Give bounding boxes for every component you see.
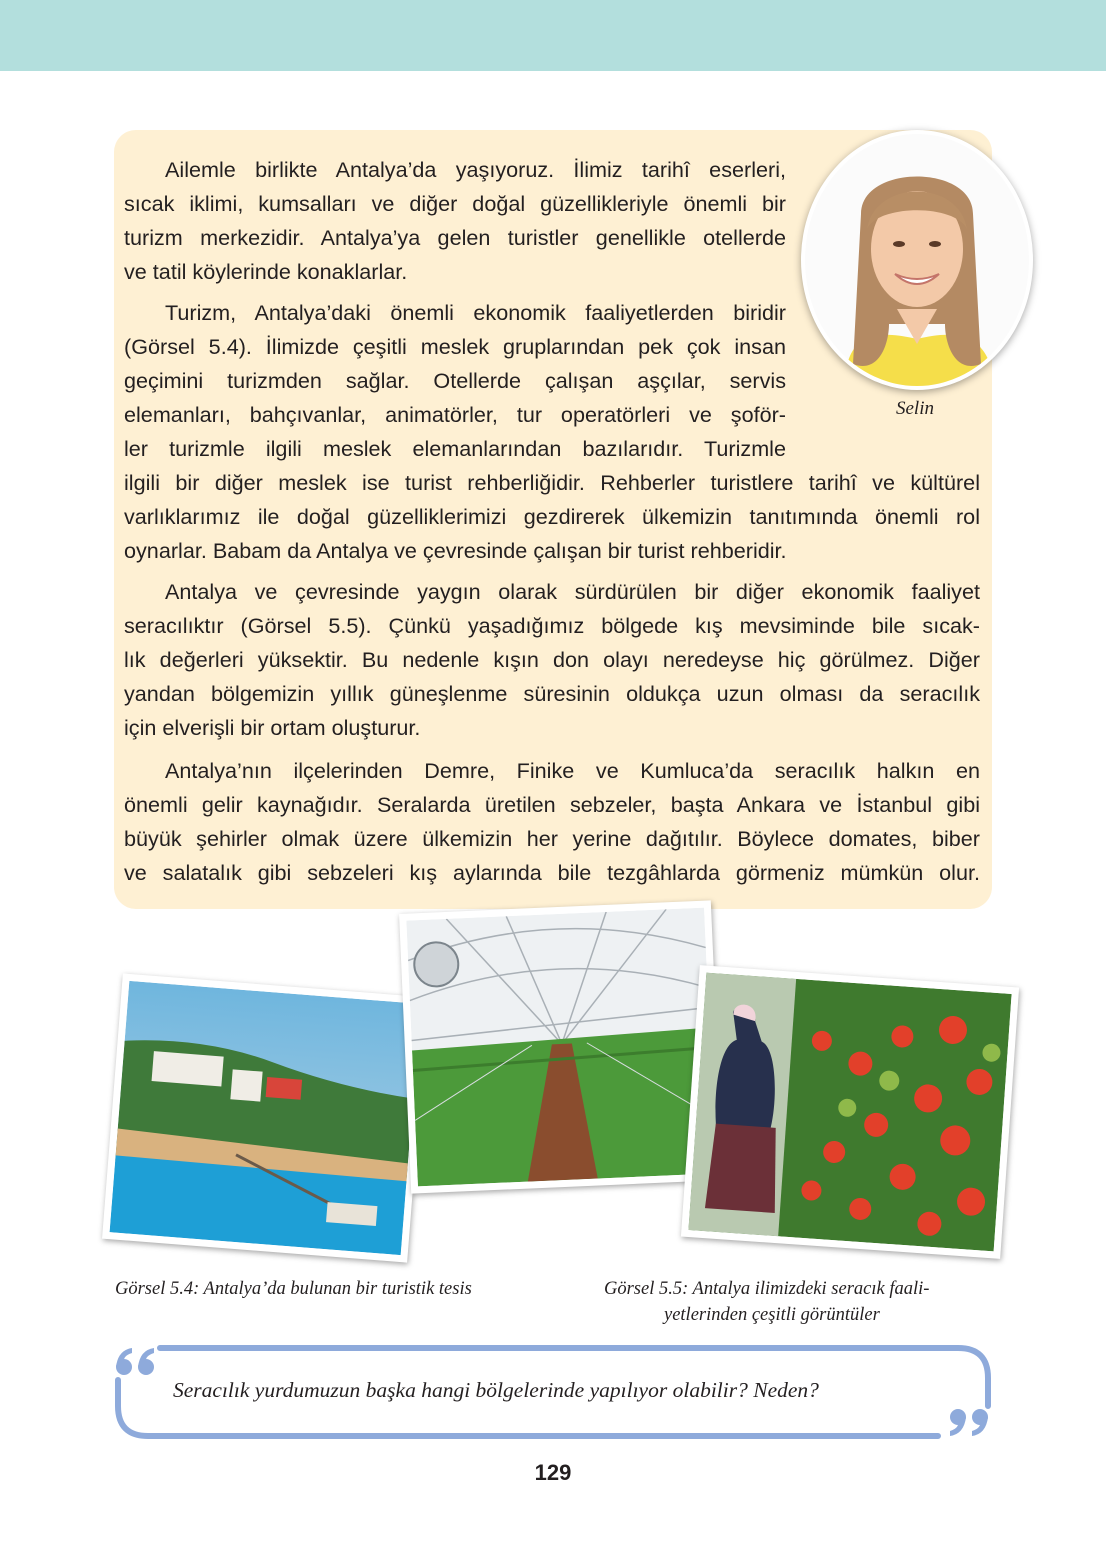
paragraph-3	[124, 575, 980, 745]
page-number: 129	[534, 1460, 572, 1485]
open-quote-icon	[116, 1348, 154, 1375]
text-line: turizm merkezidir. Antalya’ya gelen turistler genellikle otellerde	[124, 225, 786, 250]
avatar-name: Selin	[896, 398, 934, 419]
text-line: Ailemle birlikte Antalya’da yaşıyoruz. İlimiz tarihî eserleri,	[165, 157, 786, 182]
text-line: Antalya’nın ilçelerinden Demre, Finike ve Kumluca’da seracılık halkın en	[165, 758, 980, 783]
beach-resort-image	[110, 981, 421, 1255]
photo-greenhouse	[399, 900, 723, 1193]
caption-figure-5-4: Görsel 5.4: Antalya’da bulunan bir turistik tesis	[115, 1279, 472, 1299]
text-line: büyük şehirler olmak üzere ülkemizin her yerine dağıtılır. Böylece domates, biber	[124, 826, 980, 851]
text-line: ve salatalık gibi sebzeleri kış aylarında bile tezgâhlarda görmeniz mümkün olur.	[124, 860, 980, 885]
tomato-harvest-image	[688, 973, 1011, 1252]
text-line: elemanları, bahçıvanlar, animatörler, tur operatörleri ve şoför-	[124, 402, 786, 427]
text-line: yandan bölgemizin yıllık güneşlenme süresinin oldukça uzun olması da seracılık	[124, 681, 980, 706]
text-line: sıcak iklimi, kumsalları ve diğer doğal güzellikleriyle önemli bir	[124, 191, 786, 216]
text-line: (Görsel 5.4). İlimizde çeşitli meslek gruplarından pek çok insan	[124, 334, 786, 359]
text-line: ve tatil köylerinde konaklarlar.	[124, 259, 408, 284]
text-line: ler turizmle ilgili meslek elemanlarından bazılarıdır. Turizmle	[124, 436, 786, 461]
photo-tomato-harvest	[681, 965, 1019, 1259]
caption-figure-5-5-line-1: Görsel 5.5: Antalya ilimizdeki seracık faali-	[604, 1279, 930, 1299]
paragraph-4	[124, 754, 980, 890]
paragraph-1	[124, 153, 786, 289]
close-quote-icon	[950, 1409, 988, 1436]
girl-portrait-image	[805, 134, 1029, 386]
photo-beach-resort	[102, 973, 428, 1262]
greenhouse-image	[406, 908, 715, 1187]
text-line: ilgili bir diğer meslek ise turist rehberliğidir. Rehberler turistlere tarihî ve kültürel	[124, 470, 980, 495]
discussion-question: Seracılık yurdumuzun başka hangi bölgelerinde yapılıyor olabilir? Neden?	[173, 1378, 819, 1402]
avatar	[801, 130, 1033, 390]
text-line: oynarlar. Babam da Antalya ve çevresinde çalışan bir turist rehberidir.	[124, 538, 787, 563]
text-line: Turizm, Antalya’daki önemli ekonomik faaliyetlerden biridir	[165, 300, 786, 325]
text-line: Antalya ve çevresinde yaygın olarak sürdürülen bir diğer ekonomik faaliyet	[165, 579, 980, 604]
header-band	[0, 0, 1106, 71]
text-line: seracılıktır (Görsel 5.5). Çünkü yaşadığımız bölgede kış mevsiminde bile sıcak-	[124, 613, 980, 638]
text-line: geçimini turizmden sağlar. Otellerde çalışan aşçılar, servis	[124, 368, 786, 393]
caption-figure-5-5-line-2: yetlerinden çeşitli görüntüler	[664, 1305, 880, 1325]
text-line: için elverişli bir ortam oluşturur.	[124, 715, 421, 740]
text-line: varlıklarımız ile doğal güzelliklerimizi gezdirerek ülkemizin tanıtımında önemli rol	[124, 504, 980, 529]
text-line: önemli gelir kaynağıdır. Seralarda üretilen sebzeler, başta Ankara ve İstanbul gibi	[124, 792, 980, 817]
text-line: lık değerleri yüksektir. Bu nedenle kışın don olayı neredeyse hiç görülmez. Diğer	[124, 647, 980, 672]
